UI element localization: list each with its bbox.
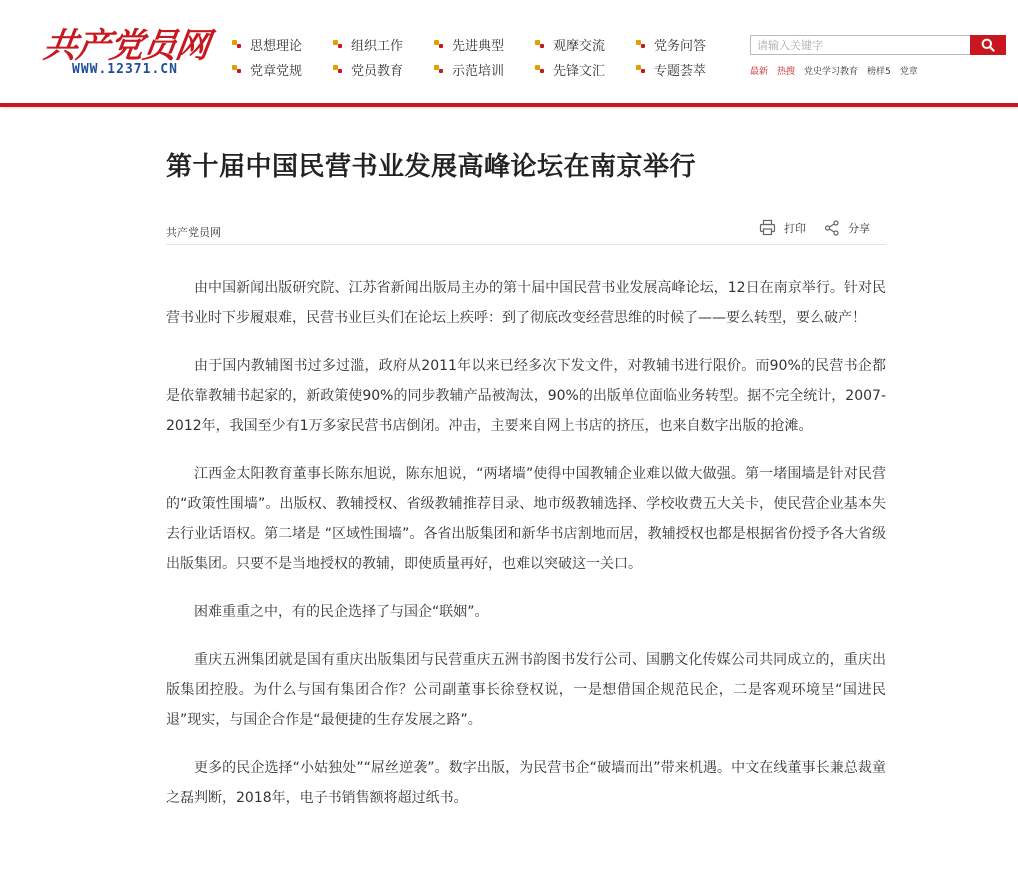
hot-word-constitution[interactable]: 党章 — [899, 67, 918, 77]
nav-item-education[interactable]: 党员教育 — [333, 61, 434, 77]
search-bar — [750, 35, 1006, 55]
article-meta — [166, 216, 886, 245]
bullet-icon — [333, 39, 343, 49]
share-icon — [824, 220, 840, 236]
article-title: 第十届中国民营书业发展高峰论坛在南京举行 — [166, 152, 697, 182]
bullet-icon — [636, 39, 646, 49]
bullet-icon — [232, 39, 242, 49]
share-label: 分享 — [848, 221, 870, 235]
bullet-icon — [434, 64, 444, 74]
site-header — [0, 0, 1018, 107]
bullet-icon — [434, 39, 444, 49]
article-paragraph: 由于国内教辅图书过多过滥，政府从2011年以来已经多次下发文件，对教辅书进行限价。而90%的民营书企都是依靠教辅书起家的，新政策使90%的同步教辅产品被淘汰，90%的出版单位面临业务转型。据不完全统计，2007-2012年，我国至少有1万多家民营书店倒闭。冲击，主要来自网上书店的挤压，也来自数字出版的抢滩。 — [166, 358, 886, 434]
share-button[interactable] — [824, 220, 870, 236]
article — [166, 150, 886, 831]
nav-item-models[interactable]: 先进典型 — [434, 36, 535, 52]
nav-item-training[interactable]: 示范培训 — [434, 61, 535, 77]
bullet-icon — [636, 64, 646, 74]
printer-icon — [759, 219, 776, 236]
nav-item-constitution[interactable]: 党章党规 — [232, 61, 333, 77]
article-source: 共产党员网 — [166, 226, 221, 239]
bullet-icon — [333, 64, 343, 74]
nav-item-theory[interactable]: 思想理论 — [232, 36, 333, 52]
search-icon — [981, 38, 995, 52]
logo-text: 共产党员网 — [40, 26, 212, 66]
hot-word-history[interactable]: 党史学习教育 — [804, 67, 859, 77]
hot-word-trending[interactable]: 热搜 — [777, 67, 796, 77]
search-button[interactable] — [970, 35, 1006, 55]
hot-word-latest[interactable]: 最新 — [750, 67, 769, 77]
nav-item-topics[interactable]: 专题荟萃 — [636, 61, 737, 77]
nav-item-organization[interactable]: 组织工作 — [333, 36, 434, 52]
nav-item-qa[interactable]: 党务问答 — [636, 36, 737, 52]
logo-url: WWW.12371.CN — [72, 62, 178, 77]
nav-item-exchange[interactable]: 观摩交流 — [535, 36, 636, 52]
hot-words — [750, 64, 918, 77]
search-input[interactable] — [750, 35, 970, 55]
article-paragraph: 江西金太阳教育董事长陈东旭说，陈东旭说，“两堵墙”使得中国教辅企业难以做大做强。第一堵围墙是针对民营的“政策性围墙”。出版权、教辅授权、省级教辅推荐目录、地市级教辅选择、学校收费五大关卡，使民营企业基本失去行业话语权。第二堵是 “区域性围墙”。各省出版集团和新华书店割地而居，教辅授权也都是根据省份授予各大省级出版集团。只要不是当地授权的教辅，即使质量再好，也难以突破这一关口。 — [166, 466, 886, 572]
bullet-icon — [535, 39, 545, 49]
bullet-icon — [232, 64, 242, 74]
article-paragraph: 由中国新闻出版研究院、江苏省新闻出版局主办的第十届中国民营书业发展高峰论坛，12日在南京举行。针对民营书业时下步履艰难，民营书业巨头们在论坛上疾呼：到了彻底改变经营思维的时候了——要么转型，要么破产！ — [166, 280, 886, 326]
article-paragraph: 更多的民企选择“小姑独处”“屌丝逆袭”。数字出版，为民营书企“破墙而出”带来机遇。中文在线董事长兼总裁童之磊判断，2018年，电子书销售额将超过纸书。 — [166, 760, 886, 806]
site-logo[interactable] — [40, 18, 220, 84]
article-body — [166, 273, 886, 813]
bullet-icon — [535, 64, 545, 74]
hot-word-role-models[interactable]: 榜样5 — [867, 67, 891, 77]
nav-item-pioneer[interactable]: 先锋文汇 — [535, 61, 636, 77]
article-paragraph: 困难重重之中，有的民企选择了与国企“联姻”。 — [194, 604, 489, 620]
article-tools — [741, 219, 870, 236]
main-nav — [232, 36, 732, 77]
print-button[interactable] — [759, 219, 806, 236]
print-label: 打印 — [784, 221, 806, 235]
article-paragraph: 重庆五洲集团就是国有重庆出版集团与民营重庆五洲书韵图书发行公司、国鹏文化传媒公司共同成立的，重庆出版集团控股。为什么与国有集团合作？公司副董事长徐登权说，一是想借国企规范民企，二是客观环境呈“国进民退”现实，与国企合作是“最便捷的生存发展之路”。 — [166, 652, 886, 728]
